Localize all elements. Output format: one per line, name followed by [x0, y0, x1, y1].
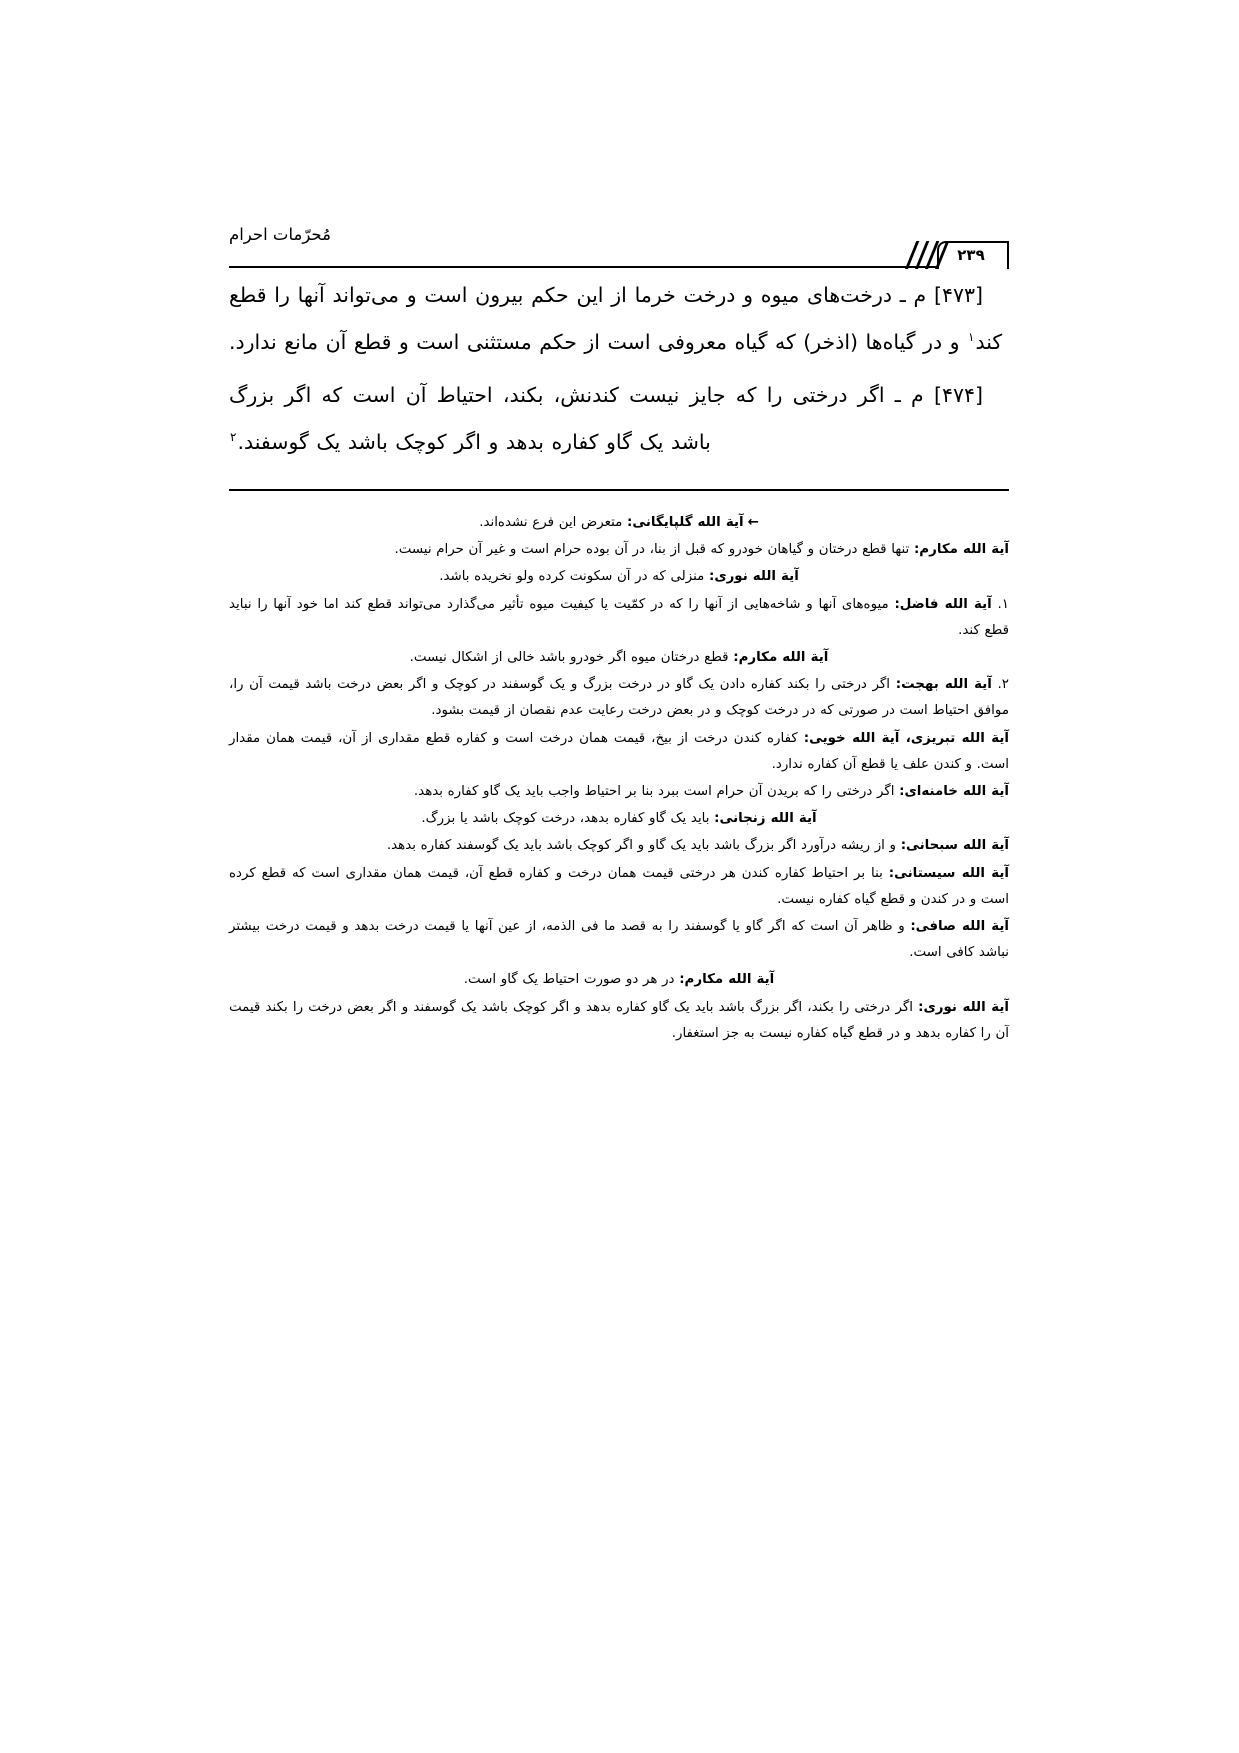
footnote-item	[229, 779, 1009, 805]
footnote-item	[229, 995, 1009, 1047]
page-header	[229, 222, 1009, 268]
footnote-text: اگر درختی را بکند، اگر بزرگ باشد باید یک گاو کفاره بدهد و اگر کوچک باشد یک گوسفند و اگر بعض درخت را بکند قیمت آن را کفاره بدهد و در قطع گیاه کفاره نیست به جز استغفار.	[229, 999, 1009, 1041]
footnote-authority-label: آیة الله نوری:	[708, 569, 799, 585]
footnote-authority-label: آیة الله فاضل:	[894, 596, 992, 612]
continuation-arrow-icon: ←	[747, 515, 759, 530]
running-head-title: مُحرّمات احرام	[229, 225, 331, 244]
footnote-authority-label: آیة الله تبریزی، آیة الله خویی:	[803, 730, 1009, 746]
folio-slashes-decoration	[903, 241, 951, 269]
footnote-item	[229, 645, 1009, 671]
footnote-text: باید یک گاو کفاره بدهد، درخت کوچک باشد یا بزرگ.	[421, 811, 710, 827]
folio-tab	[889, 239, 1009, 269]
footnote-text: بنا بر احتیاط کفاره کندن هر درختی قیمت همان درخت و کفاره قطع آن، قیمت همان مقداری است که قطع کرده است و در کندن و قطع گیاه کفاره نیست.	[229, 865, 1009, 907]
footnote-authority-label: آیة الله مکارم:	[733, 650, 829, 666]
footnote-ref-2: ۲	[230, 430, 237, 445]
footnote-authority-label: آیة الله زنجانی:	[714, 811, 817, 827]
footnote-item	[229, 914, 1009, 966]
footnote-text: منزلی که در آن سکونت کرده ولو نخریده باشد.	[439, 569, 705, 585]
footnote-authority-label: آیة الله صافی:	[910, 919, 1009, 935]
footnote-authority-label: آیة الله مکارم:	[679, 972, 775, 988]
footnote-authority-label: آیة الله بهجت:	[895, 677, 992, 693]
footnote-text: اگر درختی را که بریدن آن حرام است ببرد بنا بر احتیاط واجب باید یک گاو کفاره بدهد.	[413, 784, 895, 800]
footnote-item	[229, 537, 1009, 563]
footnote-text: تنها قطع درختان و گیاهان خودرو که قبل از بنا، در آن بوده حرام است و غیر آن حرام نیست.	[394, 542, 910, 558]
footnote-item	[229, 833, 1009, 859]
footnote-marker: ۲.	[997, 677, 1009, 693]
footnote-marker: ۱.	[997, 596, 1009, 612]
footnote-authority-label: آیة الله مکارم:	[913, 542, 1009, 558]
footnote-text: و از ریشه درآورد اگر بزرگ باشد باید یک گاو و اگر کوچک باشد باید یک گوسفند کفاره بدهد.	[386, 838, 897, 854]
footnote-text: در هر دو صورت احتیاط یک گاو است.	[463, 972, 675, 988]
footnote-authority-label: آیة الله نوری:	[918, 999, 1009, 1015]
ruling-473-text: [۴۷۳] م ـ درخت‌های میوه و درخت خرما از این حکم بیرون است و می‌تواند آنها را قطع کند	[229, 283, 1003, 354]
main-body	[229, 272, 1009, 472]
footnote-ref-1: ۱	[968, 330, 975, 345]
footnote-text: اگر درختی را بکند کفاره دادن یک گاو در درخت بزرگ و یک گوسفند در کوچک و اگر بعض درخت باشد قیمت آن را، موافق احتیاط است در صورتی که در درخت کوچک و در بعض درخت رعایت عدم نقصان از قیمت بشود.	[229, 677, 1009, 719]
ruling-paragraph-474	[229, 372, 1009, 466]
footnote-item	[229, 967, 1009, 993]
footnote-item	[229, 726, 1009, 778]
footnote-text: قطع درختان میوه اگر خودرو باشد خالی از اشکال نیست.	[409, 650, 729, 666]
ruling-paragraph-473	[229, 272, 1009, 366]
footnote-item	[229, 861, 1009, 913]
footnote-section	[229, 510, 1009, 1048]
footnote-text: میوه‌های آنها و شاخه‌هایی از آنها را که در کمّیت یا کیفیت میوه تأثیر می‌گذارد می‌تواند قطع کند اما خود آنها را نباید قطع کند.	[229, 596, 1009, 638]
footnote-item	[229, 592, 1009, 644]
footnote-text: و ظاهر آن است که اگر گاو یا گوسفند را به قصد ما فی الذمه، از عین آنها یا قیمت درخت بدهد و قیمت درخت بیشتر نباشد کافی است.	[229, 919, 1009, 961]
footnote-authority-label: آیة الله سیستانی:	[888, 865, 1009, 881]
footnote-text: متعرض این فرع نشده‌اند.	[479, 515, 623, 530]
page-number: ۲۳۹	[957, 246, 985, 264]
footnote-item	[229, 806, 1009, 832]
footnote-item	[229, 510, 1009, 536]
footnote-authority-label: آیة الله گلپایگانی:	[626, 515, 744, 530]
ruling-474-text: [۴۷۴] م ـ اگر درختی را که جایز نیست کندنش، بکند، احتیاط آن است که اگر بزرگ باشد یک گاو کفاره بدهد و اگر کوچک باشد یک گوسفند.	[229, 383, 983, 454]
footnote-item	[229, 564, 1009, 590]
footnote-authority-label: آیة الله سبحانی:	[900, 838, 1009, 854]
footnote-text: کفاره کندن درخت از بیخ، قیمت همان درخت است و کفاره قطع مقداری از آن، قیمت همان مقدار است. و کندن علف یا قطع آن کفاره ندارد.	[229, 730, 1009, 772]
footnote-item	[229, 672, 1009, 724]
footnote-separator-rule	[229, 489, 1009, 491]
footnote-authority-label: آیة الله خامنه‌ای:	[899, 784, 1009, 800]
ruling-473-text-after: و در گیاه‌ها (اذخر) که گیاه معروفی است از حکم مستثنی است و قطع آن مانع ندارد.	[229, 330, 968, 354]
